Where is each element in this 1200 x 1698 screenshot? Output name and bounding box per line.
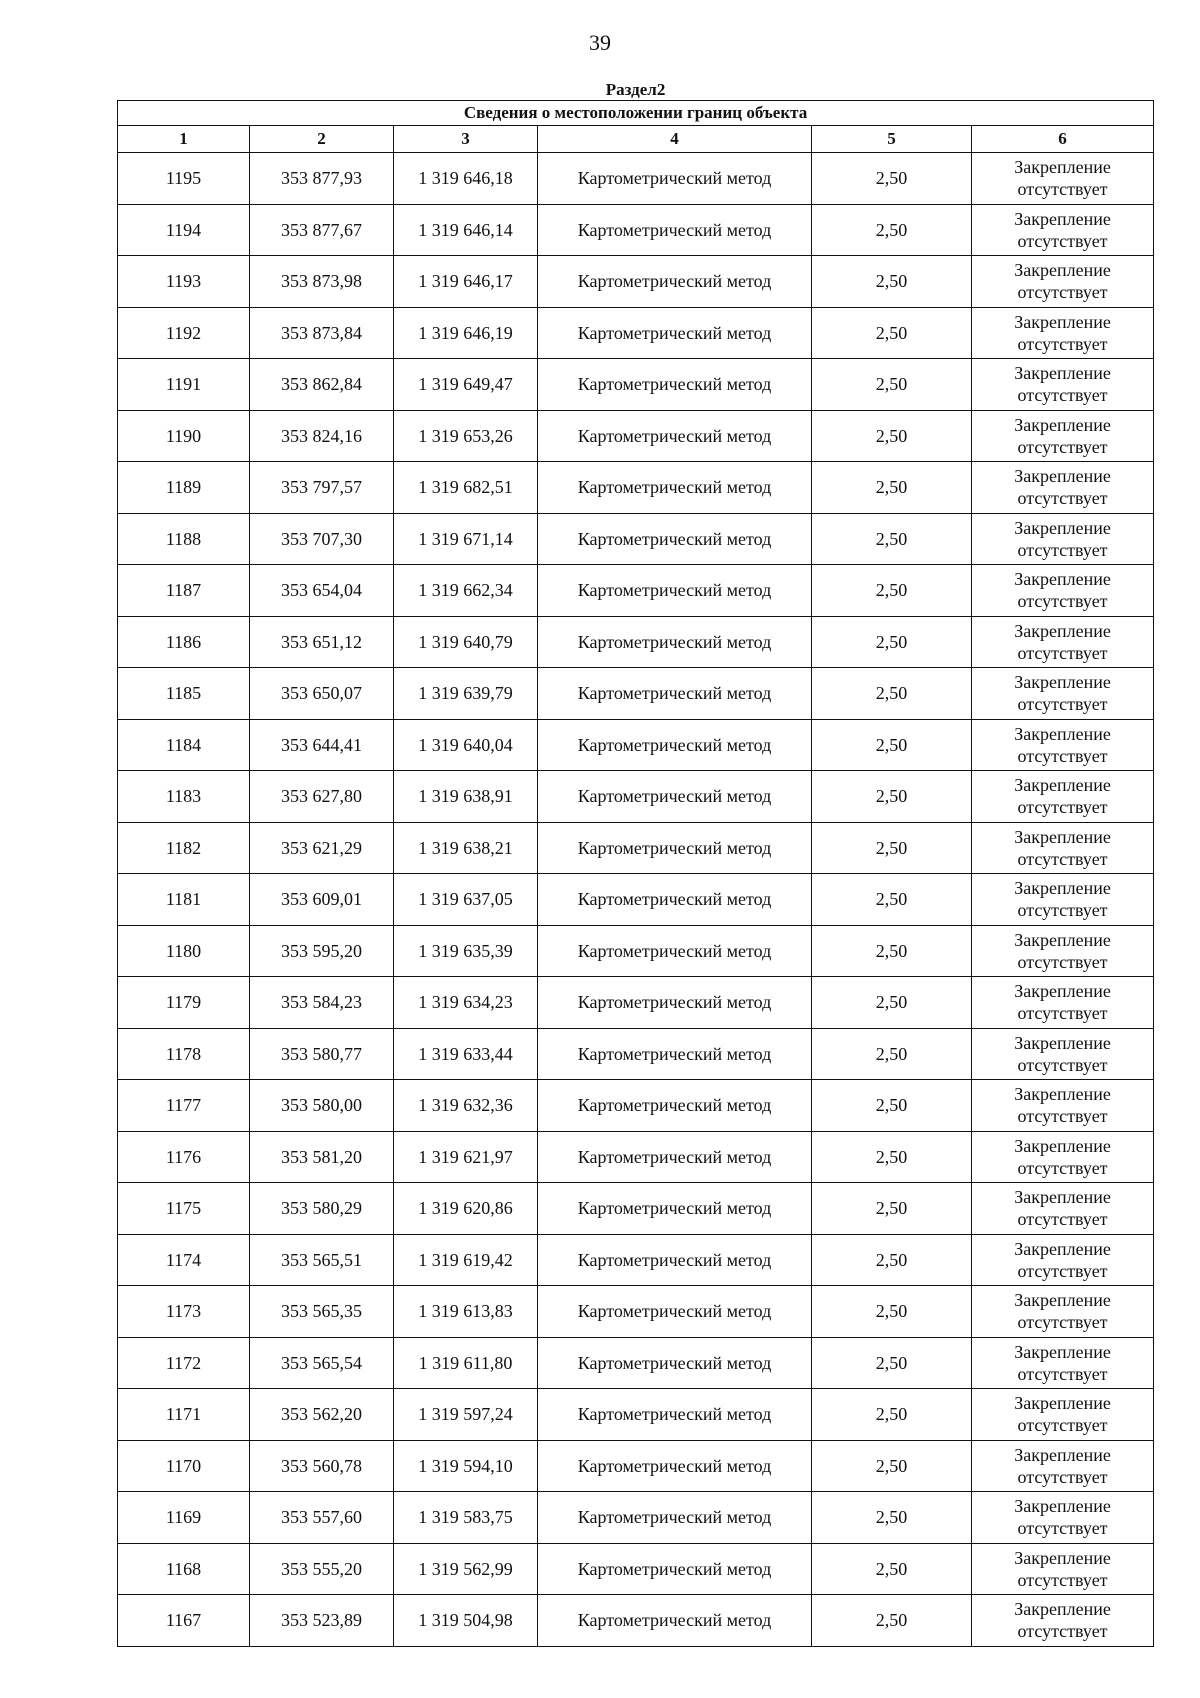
- point-number-cell: 1177: [118, 1080, 250, 1132]
- point-number-cell: 1176: [118, 1131, 250, 1183]
- table-row: [118, 874, 1154, 926]
- coordinate-x-cell: 353 557,60: [250, 1492, 394, 1544]
- table-row: [118, 1389, 1154, 1441]
- fixation-text: Закрепление: [1014, 157, 1111, 178]
- fixation-text: отсутствует: [1017, 333, 1108, 354]
- coordinate-x-cell: 353 581,20: [250, 1131, 394, 1183]
- coordinate-x-cell: 353 562,20: [250, 1389, 394, 1441]
- coordinate-y-cell: 1 319 639,79: [394, 668, 538, 720]
- fixation-text: отсутствует: [1017, 694, 1108, 715]
- fixation-text: отсутствует: [1017, 230, 1108, 251]
- fixation-cell: [972, 771, 1154, 823]
- coordinate-y-cell: 1 319 637,05: [394, 874, 538, 926]
- fixation-text: Закрепление: [1014, 1496, 1111, 1517]
- accuracy-cell: 2,50: [812, 1183, 972, 1235]
- method-cell: Картометрический метод: [538, 668, 812, 720]
- fixation-text: отсутствует: [1017, 1157, 1108, 1178]
- fixation-cell: [972, 925, 1154, 977]
- column-header: 6: [972, 126, 1154, 153]
- point-number-cell: 1171: [118, 1389, 250, 1441]
- method-cell: Картометрический метод: [538, 1389, 812, 1441]
- method-cell: Картометрический метод: [538, 410, 812, 462]
- coordinate-x-cell: 353 707,30: [250, 513, 394, 565]
- accuracy-cell: 2,50: [812, 410, 972, 462]
- fixation-text: Закрепление: [1014, 723, 1111, 744]
- fixation-cell: [972, 668, 1154, 720]
- method-cell: Картометрический метод: [538, 204, 812, 256]
- accuracy-cell: 2,50: [812, 616, 972, 668]
- point-number-cell: 1170: [118, 1440, 250, 1492]
- fixation-cell: [972, 1492, 1154, 1544]
- coordinate-y-cell: 1 319 613,83: [394, 1286, 538, 1338]
- coordinates-table: [117, 80, 1154, 1647]
- point-number-cell: 1175: [118, 1183, 250, 1235]
- table-row: [118, 462, 1154, 514]
- coordinate-x-cell: 353 580,29: [250, 1183, 394, 1235]
- method-cell: Картометрический метод: [538, 565, 812, 617]
- accuracy-cell: 2,50: [812, 1337, 972, 1389]
- coordinate-y-cell: 1 319 653,26: [394, 410, 538, 462]
- section-title-row: [118, 80, 1154, 101]
- fixation-text: отсутствует: [1017, 1106, 1108, 1127]
- coordinate-y-cell: 1 319 649,47: [394, 359, 538, 411]
- table-row: [118, 1492, 1154, 1544]
- point-number-cell: 1169: [118, 1492, 250, 1544]
- fixation-text: Закрепление: [1014, 569, 1111, 590]
- accuracy-cell: 2,50: [812, 977, 972, 1029]
- method-cell: Картометрический метод: [538, 1543, 812, 1595]
- coordinate-x-cell: 353 595,20: [250, 925, 394, 977]
- table-row: [118, 1183, 1154, 1235]
- fixation-text: Закрепление: [1014, 1444, 1111, 1465]
- point-number-cell: 1195: [118, 153, 250, 205]
- table-row: [118, 977, 1154, 1029]
- fixation-text: отсутствует: [1017, 1003, 1108, 1024]
- coordinate-y-cell: 1 319 633,44: [394, 1028, 538, 1080]
- coordinate-x-cell: 353 565,51: [250, 1234, 394, 1286]
- fixation-cell: [972, 1389, 1154, 1441]
- point-number-cell: 1180: [118, 925, 250, 977]
- coordinate-x-cell: 353 651,12: [250, 616, 394, 668]
- coordinate-y-cell: 1 319 619,42: [394, 1234, 538, 1286]
- method-cell: Картометрический метод: [538, 462, 812, 514]
- point-number-cell: 1185: [118, 668, 250, 720]
- accuracy-cell: 2,50: [812, 307, 972, 359]
- fixation-cell: [972, 1028, 1154, 1080]
- fixation-text: отсутствует: [1017, 1054, 1108, 1075]
- fixation-text: отсутствует: [1017, 1363, 1108, 1384]
- coordinate-x-cell: 353 584,23: [250, 977, 394, 1029]
- fixation-cell: [972, 1543, 1154, 1595]
- table-caption-row: [118, 101, 1154, 126]
- fixation-text: Закрепление: [1014, 208, 1111, 229]
- coordinate-x-cell: 353 873,98: [250, 256, 394, 308]
- point-number-cell: 1193: [118, 256, 250, 308]
- fixation-cell: [972, 359, 1154, 411]
- accuracy-cell: 2,50: [812, 565, 972, 617]
- coordinate-y-cell: 1 319 632,36: [394, 1080, 538, 1132]
- method-cell: Картометрический метод: [538, 1028, 812, 1080]
- fixation-text: Закрепление: [1014, 414, 1111, 435]
- fixation-text: Закрепление: [1014, 981, 1111, 1002]
- fixation-cell: [972, 1183, 1154, 1235]
- coordinate-x-cell: 353 873,84: [250, 307, 394, 359]
- coordinate-x-cell: 353 565,35: [250, 1286, 394, 1338]
- fixation-text: отсутствует: [1017, 282, 1108, 303]
- table-row: [118, 1337, 1154, 1389]
- fixation-cell: [972, 719, 1154, 771]
- coordinate-x-cell: 353 523,89: [250, 1595, 394, 1647]
- coordinate-x-cell: 353 654,04: [250, 565, 394, 617]
- fixation-text: отсутствует: [1017, 1209, 1108, 1230]
- table-row: [118, 1131, 1154, 1183]
- fixation-text: Закрепление: [1014, 775, 1111, 796]
- point-number-cell: 1168: [118, 1543, 250, 1595]
- column-header: 4: [538, 126, 812, 153]
- table-row: [118, 1440, 1154, 1492]
- method-cell: Картометрический метод: [538, 719, 812, 771]
- method-cell: Картометрический метод: [538, 307, 812, 359]
- fixation-text: отсутствует: [1017, 179, 1108, 200]
- fixation-cell: [972, 616, 1154, 668]
- table-row: [118, 822, 1154, 874]
- method-cell: Картометрический метод: [538, 1234, 812, 1286]
- accuracy-cell: 2,50: [812, 822, 972, 874]
- point-number-cell: 1194: [118, 204, 250, 256]
- accuracy-cell: 2,50: [812, 513, 972, 565]
- method-cell: Картометрический метод: [538, 256, 812, 308]
- coordinate-y-cell: 1 319 635,39: [394, 925, 538, 977]
- table-row: [118, 410, 1154, 462]
- accuracy-cell: 2,50: [812, 256, 972, 308]
- coordinate-x-cell: 353 627,80: [250, 771, 394, 823]
- fixation-cell: [972, 153, 1154, 205]
- fixation-text: Закрепление: [1014, 1393, 1111, 1414]
- coordinate-y-cell: 1 319 583,75: [394, 1492, 538, 1544]
- fixation-text: отсутствует: [1017, 848, 1108, 869]
- accuracy-cell: 2,50: [812, 1440, 972, 1492]
- fixation-text: отсутствует: [1017, 436, 1108, 457]
- point-number-cell: 1174: [118, 1234, 250, 1286]
- table-row: [118, 668, 1154, 720]
- fixation-text: Закрепление: [1014, 672, 1111, 693]
- coordinate-x-cell: 353 797,57: [250, 462, 394, 514]
- fixation-text: отсутствует: [1017, 1621, 1108, 1642]
- fixation-text: отсутствует: [1017, 1466, 1108, 1487]
- fixation-cell: [972, 1337, 1154, 1389]
- method-cell: Картометрический метод: [538, 1595, 812, 1647]
- fixation-text: отсутствует: [1017, 1312, 1108, 1333]
- fixation-cell: [972, 565, 1154, 617]
- accuracy-cell: 2,50: [812, 1492, 972, 1544]
- fixation-text: Закрепление: [1014, 1084, 1111, 1105]
- section-title: Раздел2: [605, 80, 666, 99]
- coordinate-x-cell: 353 580,77: [250, 1028, 394, 1080]
- fixation-cell: [972, 307, 1154, 359]
- coordinate-x-cell: 353 609,01: [250, 874, 394, 926]
- fixation-text: Закрепление: [1014, 517, 1111, 538]
- fixation-text: отсутствует: [1017, 797, 1108, 818]
- table-row: [118, 307, 1154, 359]
- point-number-cell: 1183: [118, 771, 250, 823]
- fixation-text: Закрепление: [1014, 1547, 1111, 1568]
- method-cell: Картометрический метод: [538, 925, 812, 977]
- accuracy-cell: 2,50: [812, 359, 972, 411]
- point-number-cell: 1182: [118, 822, 250, 874]
- fixation-cell: [972, 1440, 1154, 1492]
- fixation-text: Закрепление: [1014, 620, 1111, 641]
- fixation-text: Закрепление: [1014, 1032, 1111, 1053]
- fixation-text: отсутствует: [1017, 1260, 1108, 1281]
- coordinate-y-cell: 1 319 638,21: [394, 822, 538, 874]
- point-number-cell: 1191: [118, 359, 250, 411]
- fixation-text: Закрепление: [1014, 1290, 1111, 1311]
- coordinate-y-cell: 1 319 640,04: [394, 719, 538, 771]
- fixation-cell: [972, 1080, 1154, 1132]
- accuracy-cell: 2,50: [812, 1595, 972, 1647]
- table-row: [118, 1286, 1154, 1338]
- fixation-cell: [972, 204, 1154, 256]
- column-header: 5: [812, 126, 972, 153]
- fixation-text: Закрепление: [1014, 311, 1111, 332]
- fixation-cell: [972, 462, 1154, 514]
- table-row: [118, 359, 1154, 411]
- fixation-cell: [972, 822, 1154, 874]
- point-number-cell: 1172: [118, 1337, 250, 1389]
- point-number-cell: 1187: [118, 565, 250, 617]
- fixation-cell: [972, 513, 1154, 565]
- accuracy-cell: 2,50: [812, 1286, 972, 1338]
- fixation-text: отсутствует: [1017, 1518, 1108, 1539]
- coordinate-x-cell: 353 862,84: [250, 359, 394, 411]
- method-cell: Картометрический метод: [538, 1492, 812, 1544]
- fixation-text: Закрепление: [1014, 260, 1111, 281]
- fixation-text: отсутствует: [1017, 900, 1108, 921]
- fixation-text: отсутствует: [1017, 488, 1108, 509]
- fixation-text: отсутствует: [1017, 642, 1108, 663]
- fixation-text: отсутствует: [1017, 1569, 1108, 1590]
- coordinate-y-cell: 1 319 662,34: [394, 565, 538, 617]
- accuracy-cell: 2,50: [812, 1234, 972, 1286]
- coordinate-x-cell: 353 824,16: [250, 410, 394, 462]
- coordinate-x-cell: 353 560,78: [250, 1440, 394, 1492]
- fixation-text: отсутствует: [1017, 591, 1108, 612]
- method-cell: Картометрический метод: [538, 1080, 812, 1132]
- column-header-row: [118, 126, 1154, 153]
- point-number-cell: 1167: [118, 1595, 250, 1647]
- coordinate-y-cell: 1 319 638,91: [394, 771, 538, 823]
- fixation-text: Закрепление: [1014, 929, 1111, 950]
- column-header: 2: [250, 126, 394, 153]
- coordinate-x-cell: 353 877,67: [250, 204, 394, 256]
- coordinate-x-cell: 353 580,00: [250, 1080, 394, 1132]
- method-cell: Картометрический метод: [538, 359, 812, 411]
- coordinate-y-cell: 1 319 597,24: [394, 1389, 538, 1441]
- method-cell: Картометрический метод: [538, 874, 812, 926]
- coordinate-y-cell: 1 319 671,14: [394, 513, 538, 565]
- method-cell: Картометрический метод: [538, 771, 812, 823]
- accuracy-cell: 2,50: [812, 1028, 972, 1080]
- accuracy-cell: 2,50: [812, 1389, 972, 1441]
- fixation-cell: [972, 410, 1154, 462]
- coordinate-y-cell: 1 319 634,23: [394, 977, 538, 1029]
- point-number-cell: 1184: [118, 719, 250, 771]
- accuracy-cell: 2,50: [812, 204, 972, 256]
- accuracy-cell: 2,50: [812, 719, 972, 771]
- method-cell: Картометрический метод: [538, 977, 812, 1029]
- method-cell: Картометрический метод: [538, 616, 812, 668]
- coordinate-y-cell: 1 319 562,99: [394, 1543, 538, 1595]
- coordinate-x-cell: 353 565,54: [250, 1337, 394, 1389]
- fixation-text: Закрепление: [1014, 878, 1111, 899]
- coordinate-x-cell: 353 644,41: [250, 719, 394, 771]
- method-cell: Картометрический метод: [538, 1337, 812, 1389]
- coordinate-y-cell: 1 319 620,86: [394, 1183, 538, 1235]
- fixation-text: Закрепление: [1014, 1187, 1111, 1208]
- accuracy-cell: 2,50: [812, 874, 972, 926]
- column-header: 3: [394, 126, 538, 153]
- table-caption: Сведения о местоположении границ объекта: [118, 101, 1154, 126]
- fixation-text: Закрепление: [1014, 1135, 1111, 1156]
- table-row: [118, 1543, 1154, 1595]
- fixation-cell: [972, 1286, 1154, 1338]
- coordinate-y-cell: 1 319 646,19: [394, 307, 538, 359]
- table-row: [118, 565, 1154, 617]
- coordinate-y-cell: 1 319 621,97: [394, 1131, 538, 1183]
- fixation-text: отсутствует: [1017, 951, 1108, 972]
- table-row: [118, 1080, 1154, 1132]
- method-cell: Картометрический метод: [538, 1131, 812, 1183]
- fixation-cell: [972, 977, 1154, 1029]
- coordinate-y-cell: 1 319 646,18: [394, 153, 538, 205]
- coordinate-y-cell: 1 319 682,51: [394, 462, 538, 514]
- method-cell: Картометрический метод: [538, 822, 812, 874]
- fixation-text: Закрепление: [1014, 1238, 1111, 1259]
- fixation-text: отсутствует: [1017, 745, 1108, 766]
- coordinate-y-cell: 1 319 646,17: [394, 256, 538, 308]
- fixation-cell: [972, 256, 1154, 308]
- accuracy-cell: 2,50: [812, 925, 972, 977]
- fixation-cell: [972, 1595, 1154, 1647]
- point-number-cell: 1173: [118, 1286, 250, 1338]
- page-number: 39: [589, 30, 611, 55]
- accuracy-cell: 2,50: [812, 771, 972, 823]
- point-number-cell: 1192: [118, 307, 250, 359]
- table-row: [118, 204, 1154, 256]
- coordinate-x-cell: 353 877,93: [250, 153, 394, 205]
- point-number-cell: 1179: [118, 977, 250, 1029]
- fixation-text: Закрепление: [1014, 1599, 1111, 1620]
- fixation-text: Закрепление: [1014, 826, 1111, 847]
- coordinate-y-cell: 1 319 646,14: [394, 204, 538, 256]
- method-cell: Картометрический метод: [538, 1286, 812, 1338]
- fixation-cell: [972, 1234, 1154, 1286]
- coordinate-y-cell: 1 319 611,80: [394, 1337, 538, 1389]
- table-row: [118, 1595, 1154, 1647]
- point-number-cell: 1189: [118, 462, 250, 514]
- coordinate-y-cell: 1 319 640,79: [394, 616, 538, 668]
- fixation-text: Закрепление: [1014, 1341, 1111, 1362]
- fixation-text: отсутствует: [1017, 539, 1108, 560]
- table-row: [118, 616, 1154, 668]
- accuracy-cell: 2,50: [812, 1543, 972, 1595]
- accuracy-cell: 2,50: [812, 668, 972, 720]
- accuracy-cell: 2,50: [812, 1131, 972, 1183]
- point-number-cell: 1178: [118, 1028, 250, 1080]
- coordinate-y-cell: 1 319 594,10: [394, 1440, 538, 1492]
- accuracy-cell: 2,50: [812, 153, 972, 205]
- table-row: [118, 771, 1154, 823]
- point-number-cell: 1186: [118, 616, 250, 668]
- table-row: [118, 153, 1154, 205]
- coordinate-x-cell: 353 555,20: [250, 1543, 394, 1595]
- table-row: [118, 513, 1154, 565]
- coordinate-x-cell: 353 621,29: [250, 822, 394, 874]
- table-row: [118, 1234, 1154, 1286]
- point-number-cell: 1190: [118, 410, 250, 462]
- table-row: [118, 1028, 1154, 1080]
- accuracy-cell: 2,50: [812, 1080, 972, 1132]
- method-cell: Картометрический метод: [538, 1440, 812, 1492]
- coordinate-y-cell: 1 319 504,98: [394, 1595, 538, 1647]
- method-cell: Картометрический метод: [538, 153, 812, 205]
- method-cell: Картометрический метод: [538, 513, 812, 565]
- column-header: 1: [118, 126, 250, 153]
- point-number-cell: 1181: [118, 874, 250, 926]
- fixation-text: отсутствует: [1017, 385, 1108, 406]
- table-row: [118, 256, 1154, 308]
- coordinate-x-cell: 353 650,07: [250, 668, 394, 720]
- point-number-cell: 1188: [118, 513, 250, 565]
- table-row: [118, 925, 1154, 977]
- fixation-text: отсутствует: [1017, 1415, 1108, 1436]
- fixation-text: Закрепление: [1014, 466, 1111, 487]
- fixation-cell: [972, 874, 1154, 926]
- table-row: [118, 719, 1154, 771]
- fixation-cell: [972, 1131, 1154, 1183]
- accuracy-cell: 2,50: [812, 462, 972, 514]
- method-cell: Картометрический метод: [538, 1183, 812, 1235]
- fixation-text: Закрепление: [1014, 363, 1111, 384]
